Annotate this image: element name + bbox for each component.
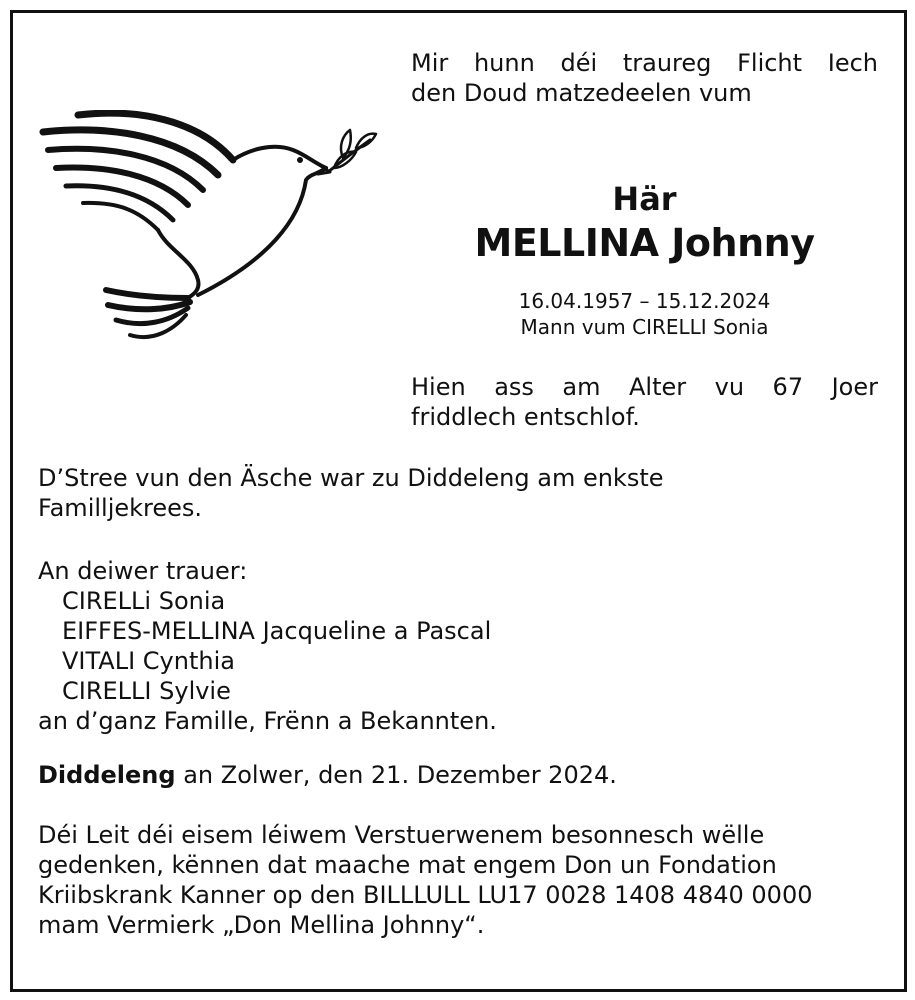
age-line-2: friddlech entschlof. bbox=[411, 403, 640, 431]
mourner-name: EIFFES-MELLINA Jacqueline a Pascal bbox=[62, 617, 492, 645]
intro-line-2: den Doud matzedeelen vum bbox=[411, 79, 752, 107]
place-name: Diddeleng bbox=[38, 761, 176, 789]
life-dates bbox=[411, 288, 878, 340]
intro-text bbox=[411, 48, 878, 108]
donation-line-4: mam Vermierk „Don Mellina Johnny“. bbox=[38, 911, 485, 939]
honorific: Här bbox=[612, 180, 677, 218]
age-line-1: Hien ass am Alter vu 67 Joer bbox=[411, 373, 878, 401]
ceremony-paragraph bbox=[38, 463, 883, 523]
donation-line-1: Déi Leit déi eisem léiwem Verstuerwenem besonnesch wëlle bbox=[38, 821, 765, 849]
birth-death-dates: 16.04.1957 – 15.12.2024 bbox=[518, 289, 771, 313]
dove-with-olive-branch-icon bbox=[38, 110, 383, 350]
mourners-paragraph bbox=[38, 556, 883, 736]
intro-line-1: Mir hunn déi traureg Flicht Iech bbox=[411, 49, 878, 77]
deceased-name: MELLINA Johnny bbox=[474, 221, 815, 265]
mourner-name: VITALI Cynthia bbox=[62, 647, 235, 675]
mourner-name: CIRELLI Sylvie bbox=[62, 677, 231, 705]
mourners-heading: An deiwer trauer: bbox=[38, 557, 248, 585]
place-date-rest: an Zolwer, den 21. Dezember 2024. bbox=[183, 761, 617, 789]
spouse-line: Mann vum CIRELLI Sonia bbox=[520, 315, 769, 339]
donation-line-3: Kriibskrank Kanner op den BILLLULL LU17 0028 1408 4840 0000 bbox=[38, 881, 813, 909]
mourners-closing: an d’ganz Famille, Frënn a Bekannten. bbox=[38, 707, 497, 735]
donation-paragraph bbox=[38, 820, 883, 940]
ceremony-line-1: D’Stree vun den Äsche war zu Diddeleng am enkste bbox=[38, 464, 664, 492]
ceremony-line-2: Familljekrees. bbox=[38, 494, 203, 522]
age-text bbox=[411, 372, 878, 432]
donation-line-2: gedenken, kënnen dat maache mat engem Don un Fondation bbox=[38, 851, 777, 879]
place-date-line bbox=[38, 760, 883, 790]
mourner-name: CIRELLi Sonia bbox=[62, 587, 226, 615]
